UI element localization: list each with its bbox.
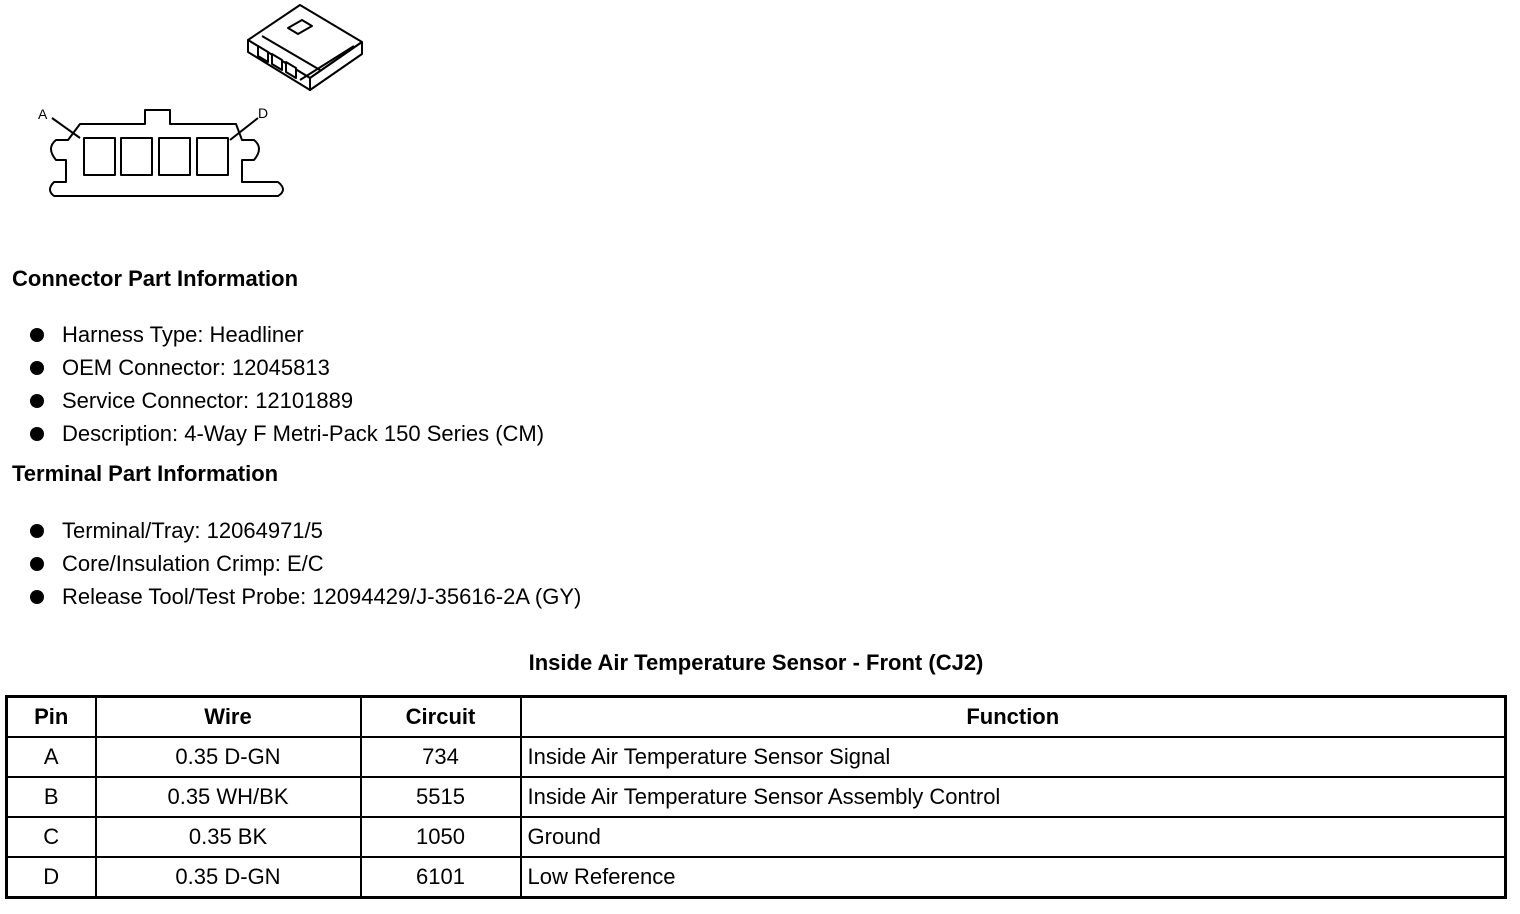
list-item	[30, 547, 581, 580]
connector-face	[50, 110, 283, 196]
pin-table	[5, 695, 1507, 899]
bullet-icon	[30, 427, 44, 441]
cell-wire: 0.35 D-GN	[96, 857, 361, 898]
header-function: Function	[521, 697, 1506, 738]
cell-circuit: 5515	[361, 777, 521, 817]
terminal-info-list	[30, 514, 581, 613]
bullet-icon	[30, 361, 44, 375]
list-item-text: Terminal/Tray: 12064971/5	[62, 518, 323, 543]
cell-function: Inside Air Temperature Sensor Assembly Control	[521, 777, 1506, 817]
table-row	[7, 857, 1506, 898]
cell-circuit: 1050	[361, 817, 521, 857]
list-item	[30, 318, 544, 351]
cell-function: Low Reference	[521, 857, 1506, 898]
connector-diagram	[0, 0, 420, 230]
cell-wire: 0.35 WH/BK	[96, 777, 361, 817]
list-item-text: OEM Connector: 12045813	[62, 355, 330, 380]
list-item-text: Description: 4-Way F Metri-Pack 150 Series (CM)	[62, 421, 545, 446]
table-row	[7, 777, 1506, 817]
cell-pin: A	[7, 737, 96, 777]
bullet-icon	[30, 524, 44, 538]
table-title: Inside Air Temperature Sensor - Front (CJ2)	[528, 650, 984, 675]
list-item-text: Service Connector: 12101889	[62, 388, 354, 413]
list-item	[30, 351, 544, 384]
connector-isometric-icon	[248, 5, 362, 90]
list-item	[30, 514, 581, 547]
cell-wire: 0.35 D-GN	[96, 737, 361, 777]
table-header-row	[7, 697, 1506, 738]
header-pin: Pin	[7, 697, 96, 738]
cell-function: Inside Air Temperature Sensor Signal	[521, 737, 1506, 777]
bullet-icon	[30, 394, 44, 408]
pin-label-d: D	[258, 105, 269, 121]
cell-function: Ground	[521, 817, 1506, 857]
cell-circuit: 6101	[361, 857, 521, 898]
bullet-icon	[30, 590, 44, 604]
pin-label-a: A	[38, 106, 48, 122]
list-item	[30, 417, 544, 450]
list-item-text: Release Tool/Test Probe: 12094429/J-35616-2A (GY)	[62, 584, 582, 609]
cell-pin: D	[7, 857, 96, 898]
table-row	[7, 737, 1506, 777]
header-wire: Wire	[96, 697, 361, 738]
connector-info-title: Connector Part Information	[12, 266, 299, 291]
bullet-icon	[30, 328, 44, 342]
cell-pin: C	[7, 817, 96, 857]
cell-wire: 0.35 BK	[96, 817, 361, 857]
cell-pin: B	[7, 777, 96, 817]
list-item	[30, 384, 544, 417]
connector-info-list	[30, 318, 544, 450]
bullet-icon	[30, 557, 44, 571]
terminal-info-title: Terminal Part Information	[12, 461, 279, 486]
table-row	[7, 817, 1506, 857]
header-circuit: Circuit	[361, 697, 521, 738]
cell-circuit: 734	[361, 737, 521, 777]
list-item	[30, 580, 581, 613]
list-item-text: Harness Type: Headliner	[62, 322, 304, 347]
list-item-text: Core/Insulation Crimp: E/C	[62, 551, 324, 576]
